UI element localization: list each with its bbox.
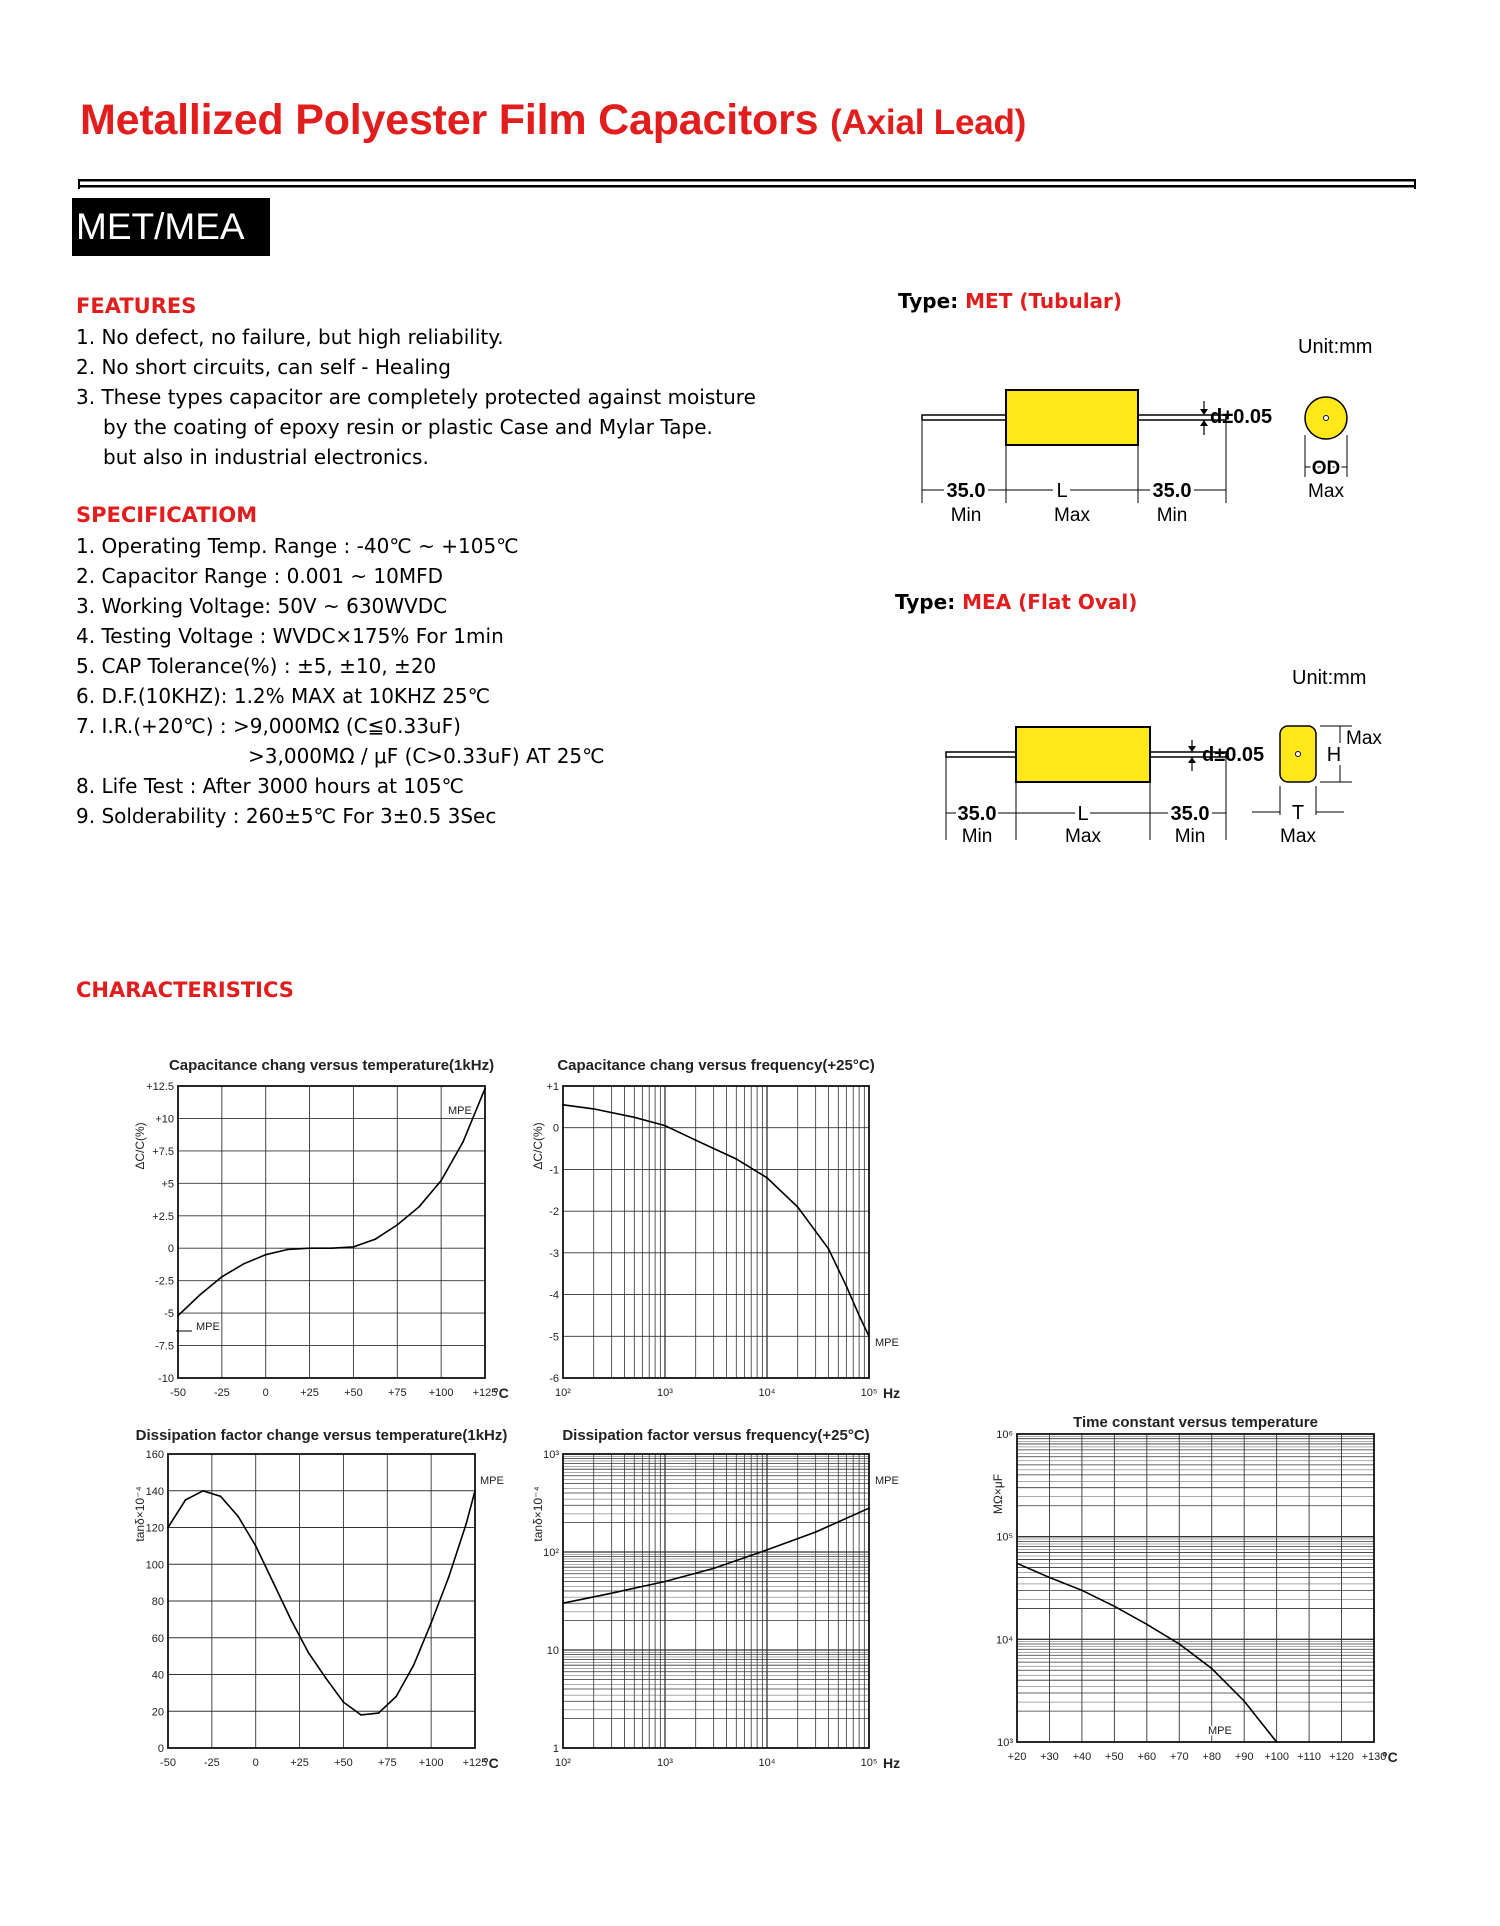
type-mea-name: MEA (Flat Oval) (962, 590, 1138, 614)
y-tick-label: 160 (145, 1449, 164, 1461)
data-point (307, 1652, 309, 1654)
data-point (735, 1158, 737, 1160)
page-title (80, 96, 1026, 145)
x-tick-label: 10³ (657, 1387, 673, 1399)
data-point (378, 1712, 380, 1714)
chart-df-vs-freq (530, 1418, 910, 1798)
y-tick-label: 140 (145, 1485, 164, 1498)
data-point (290, 1619, 292, 1621)
x-tick-label: +75 (377, 1757, 397, 1769)
y-tick-label: -7.5 (155, 1340, 174, 1353)
x-tick-label: +80 (1202, 1751, 1222, 1763)
y-tick-label: +12.5 (146, 1081, 174, 1093)
title-rule (78, 179, 1416, 189)
data-point (177, 1315, 179, 1317)
met-end-view-lead (1324, 416, 1329, 421)
data-point (815, 1531, 817, 1533)
y-tick-label: 1 (552, 1743, 559, 1755)
x-tick-label: +20 (1007, 1751, 1027, 1763)
specification-heading: SPECIFICATIOM (76, 503, 258, 527)
met-dim-lead-right: 35.0 (1152, 480, 1192, 502)
data-point (664, 1581, 666, 1583)
met-dim-lead-left: 35.0 (946, 480, 986, 502)
met-dim-max: Max (1054, 505, 1090, 526)
met-dim-L: L (1056, 480, 1068, 502)
data-point (325, 1677, 327, 1679)
data-point (1178, 1643, 1180, 1645)
features-heading: FEATURES (76, 294, 197, 318)
y-tick-label: 80 (151, 1596, 164, 1608)
y-tick-label: 100 (145, 1559, 164, 1572)
spec-item: 8. Life Test : After 3000 hours at 105℃ (76, 774, 464, 798)
x-tick-label: +75 (387, 1387, 407, 1399)
data-point (797, 1206, 799, 1208)
annotation-label: MPE (1208, 1725, 1232, 1737)
title-sub: (Axial Lead) (830, 103, 1027, 142)
features-list (76, 322, 756, 472)
y-tick-label: 10³ (997, 1737, 1013, 1749)
x-tick-label: +130 (1361, 1751, 1387, 1763)
feature-item: 3. These types capacitor are completely protected against moisture (76, 385, 756, 409)
annotation-label: MPE (875, 1337, 899, 1349)
data-point (413, 1664, 415, 1666)
x-tick-label: -50 (160, 1757, 176, 1769)
data-point (868, 1335, 870, 1337)
y-tick-label: -5 (549, 1331, 559, 1344)
x-tick-label: +50 (1105, 1751, 1124, 1763)
x-tick-label: 10⁴ (758, 1757, 776, 1769)
plot-frame (1017, 1434, 1374, 1742)
x-tick-label: 0 (262, 1387, 269, 1399)
data-point (243, 1263, 245, 1265)
y-axis-label: tanδ×10⁻⁴ (133, 1486, 147, 1542)
data-point (1081, 1589, 1083, 1591)
data-point (353, 1246, 355, 1248)
data-point (343, 1701, 345, 1703)
y-tick-label: +5 (161, 1178, 174, 1191)
x-tick-label: +100 (428, 1387, 454, 1399)
rule-line-bottom (78, 185, 1416, 188)
x-tick-label: +125 (472, 1387, 498, 1399)
met-d-arrowhead-top (1200, 409, 1208, 415)
y-axis-label: MΩ×μF (991, 1473, 1005, 1515)
data-point (287, 1249, 289, 1251)
type-met-label: Type: (898, 289, 966, 313)
data-point (167, 1527, 169, 1529)
y-axis-label: ΔC/C(%) (531, 1122, 545, 1170)
x-tick-label: 10⁵ (860, 1757, 878, 1769)
mea-dim-H: H (1326, 744, 1342, 766)
x-tick-label: +30 (1040, 1751, 1059, 1763)
annotation-label: MPE (875, 1475, 899, 1487)
feature-item: 2. No short circuits, can self - Healing (76, 355, 451, 379)
data-point (1146, 1623, 1148, 1625)
mea-dim-lead-right: 35.0 (1170, 803, 1210, 825)
feature-item: by the coating of epoxy resin or plastic Case and Mylar Tape. (103, 415, 713, 439)
chart-cap-vs-freq (530, 1048, 910, 1418)
spec-item: 3. Working Voltage: 50V ~ 630WVDC (76, 594, 448, 618)
specification-section (76, 503, 605, 831)
x-tick-label: -25 (203, 1757, 220, 1769)
x-axis-label: °C (493, 1385, 509, 1401)
feature-item: 1. No defect, no failure, but high reliability. (76, 325, 504, 349)
spec-item: 2. Capacitor Range : 0.001 ~ 10MFD (76, 564, 444, 588)
x-axis-label: Hz (883, 1385, 901, 1401)
rule-line-top (78, 179, 1416, 182)
y-tick-label: 10³ (543, 1449, 559, 1461)
x-tick-label: +70 (1169, 1751, 1189, 1763)
data-point (1016, 1562, 1018, 1564)
data-point (1243, 1700, 1245, 1702)
met-od-max: Max (1308, 481, 1344, 502)
y-tick-label: -1 (549, 1164, 559, 1177)
data-point (562, 1602, 564, 1604)
mea-t-max: Max (1280, 826, 1316, 847)
mea-dim-max: Max (1065, 826, 1101, 847)
mea-d-arrowhead-bottom (1188, 757, 1196, 763)
data-point (430, 1622, 432, 1624)
data-point (562, 1104, 564, 1106)
x-axis-label: °C (1382, 1749, 1398, 1765)
mea-dim-T: T (1291, 802, 1305, 824)
data-point (593, 1108, 595, 1110)
x-tick-label: +120 (1329, 1751, 1354, 1763)
y-tick-label: 10⁶ (996, 1429, 1013, 1441)
x-tick-label: +50 (344, 1387, 363, 1399)
data-point (766, 1549, 768, 1551)
data-point (695, 1139, 697, 1141)
y-tick-label: 0 (157, 1743, 164, 1755)
characteristics-heading: CHARACTERISTICS (76, 978, 294, 1002)
data-point (846, 1285, 848, 1287)
x-tick-label: +40 (1072, 1751, 1092, 1763)
rule-tick-left (78, 179, 80, 189)
data-point (360, 1714, 362, 1716)
data-point (484, 1088, 486, 1090)
data-point (766, 1177, 768, 1179)
met-body (1006, 390, 1138, 445)
data-point (664, 1125, 666, 1127)
data-point (1276, 1741, 1278, 1743)
data-point (1049, 1577, 1051, 1579)
spec-item: 4. Testing Voltage : WVDC×175% For 1min (76, 624, 504, 648)
x-tick-label: 10⁵ (860, 1387, 878, 1399)
mea-d-arrowhead-top (1188, 746, 1196, 752)
x-tick-label: 10⁴ (758, 1387, 776, 1399)
y-tick-label: 40 (151, 1669, 164, 1682)
feature-item: but also in industrial electronics. (103, 445, 429, 469)
data-point (611, 1592, 613, 1594)
data-point (309, 1247, 311, 1249)
chart-cap-vs-temp (130, 1048, 510, 1418)
x-tick-label: -50 (170, 1387, 186, 1399)
chart-title: Dissipation factor change versus temperature(1kHz) (135, 1427, 508, 1444)
y-tick-label: 10 (546, 1645, 559, 1657)
mea-unit: Unit:mm (1292, 667, 1367, 689)
plot-frame (563, 1086, 869, 1378)
mea-end-view-lead (1296, 752, 1301, 757)
x-tick-label: +90 (1234, 1751, 1254, 1763)
data-point (185, 1499, 187, 1501)
mea-dim-L: L (1077, 803, 1089, 825)
y-tick-label: -3 (549, 1247, 559, 1260)
x-tick-label: +110 (1297, 1751, 1322, 1763)
annotation-label: MPE (448, 1105, 472, 1117)
data-point (1114, 1605, 1116, 1607)
spec-item: 6. D.F.(10KHZ): 1.2% MAX at 10KHZ 25℃ (76, 684, 491, 708)
x-tick-label: +60 (1137, 1751, 1157, 1763)
met-dim-d: d±0.05 (1210, 406, 1273, 428)
data-point (465, 1523, 467, 1525)
met-diagram (900, 325, 1400, 545)
data-point (272, 1582, 274, 1584)
x-tick-label: +100 (1264, 1751, 1290, 1763)
data-point (255, 1545, 257, 1547)
y-tick-label: 10⁴ (996, 1634, 1013, 1647)
spec-item: 9. Solderability : 260±5℃ For 3±0.5 3Sec (76, 804, 497, 828)
data-point (1211, 1668, 1213, 1670)
y-tick-label: -2 (549, 1206, 559, 1219)
x-tick-label: +50 (334, 1757, 353, 1769)
series-line (178, 1089, 485, 1316)
data-point (395, 1696, 397, 1698)
data-point (220, 1495, 222, 1497)
data-point (202, 1490, 204, 1492)
y-tick-label: -10 (158, 1373, 174, 1385)
mea-body (1016, 727, 1150, 782)
met-d-arrowhead-bottom (1200, 420, 1208, 426)
met-lead-left (922, 415, 1006, 420)
data-point (418, 1206, 420, 1208)
mea-h-max: Max (1346, 728, 1382, 749)
x-axis-label: °C (483, 1755, 499, 1771)
data-point (858, 1315, 860, 1317)
chart-df-vs-temp (130, 1418, 510, 1798)
chart-title: Dissipation factor versus frequency(+25°C) (562, 1427, 870, 1444)
spec-item: 5. CAP Tolerance(%) : ±5, ±10, ±20 (76, 654, 437, 678)
data-point (868, 1507, 870, 1509)
y-tick-label: -5 (164, 1308, 174, 1321)
type-met-name: MET (Tubular) (965, 289, 1123, 313)
spec-item: 1. Operating Temp. Range : -40℃ ~ +105℃ (76, 534, 519, 558)
x-tick-label: 0 (252, 1757, 259, 1769)
data-point (828, 1248, 830, 1250)
data-point (221, 1276, 223, 1278)
data-point (462, 1141, 464, 1143)
title-main: Metallized Polyester Film Capacitors (80, 96, 819, 144)
chart-title: Time constant versus temperature (1073, 1414, 1318, 1431)
x-tick-label: -25 (213, 1387, 230, 1399)
type-mea-heading (895, 590, 1137, 614)
y-tick-label: +10 (155, 1113, 174, 1126)
y-tick-label: 0 (552, 1122, 559, 1135)
x-tick-label: 10² (555, 1387, 571, 1399)
y-tick-label: +7.5 (152, 1145, 174, 1158)
met-unit: Unit:mm (1298, 336, 1373, 358)
plot-frame (563, 1454, 869, 1748)
x-tick-label: 10³ (657, 1757, 673, 1769)
x-tick-label: +25 (290, 1757, 309, 1769)
type-met-heading (898, 289, 1122, 313)
mea-dim-min-right: Min (1174, 826, 1206, 847)
x-tick-label: +100 (418, 1757, 444, 1769)
y-tick-label: +2.5 (152, 1210, 174, 1223)
y-axis-label: ΔC/C(%) (133, 1122, 147, 1170)
x-tick-label: +25 (300, 1387, 319, 1399)
chart-title: Capacitance chang versus temperature(1kHz) (168, 1057, 495, 1074)
y-tick-label: -6 (549, 1373, 559, 1385)
x-tick-label: +125 (462, 1757, 488, 1769)
data-point (265, 1254, 267, 1256)
annotation-label: MPE (196, 1321, 220, 1333)
met-dim-min-right: Min (1156, 505, 1188, 526)
rule-tick-right (1414, 179, 1416, 189)
spec-item: >3,000MΩ / μF (C>0.33uF) AT 25℃ (248, 744, 605, 768)
y-tick-label: 20 (151, 1706, 164, 1719)
data-point (199, 1294, 201, 1296)
met-dim-min-left: Min (950, 505, 982, 526)
features-section (76, 294, 756, 472)
mea-dim-d: d±0.05 (1202, 744, 1265, 766)
y-tick-label: 10⁵ (996, 1531, 1013, 1544)
y-tick-label: -4 (549, 1289, 559, 1302)
data-point (474, 1490, 476, 1492)
data-point (440, 1180, 442, 1182)
y-tick-label: 0 (167, 1243, 174, 1256)
series-line (563, 1105, 869, 1337)
annotation-label: MPE (480, 1475, 504, 1487)
met-dim-od: OD (1311, 458, 1341, 479)
plot-frame (178, 1086, 485, 1378)
data-point (633, 1116, 635, 1118)
data-point (713, 1568, 715, 1570)
y-tick-label: 60 (151, 1632, 164, 1645)
mea-dim-min-left: Min (961, 826, 993, 847)
x-tick-label: 10² (555, 1757, 571, 1769)
chart-time-const-vs-temp (990, 1410, 1410, 1798)
y-tick-label: 10² (543, 1547, 559, 1559)
y-axis-label: tanδ×10⁻⁴ (531, 1486, 545, 1542)
series-line (168, 1491, 475, 1715)
x-axis-label: Hz (883, 1755, 901, 1771)
y-tick-label: +1 (546, 1081, 559, 1093)
data-point (448, 1576, 450, 1578)
data-point (375, 1238, 377, 1240)
y-tick-label: -2.5 (155, 1275, 174, 1288)
spec-item: 7. I.R.(+20℃) : >9,000MΩ (C≦0.33uF) (76, 714, 461, 738)
mea-lead-left (946, 752, 1016, 757)
mea-dim-lead-left: 35.0 (957, 803, 997, 825)
chart-title: Capacitance chang versus frequency(+25°C) (557, 1057, 875, 1074)
y-tick-label: 120 (145, 1522, 164, 1535)
series-badge: MET/MEA (72, 198, 270, 256)
data-point (396, 1224, 398, 1226)
data-point (331, 1247, 333, 1249)
specification-list (76, 531, 605, 831)
data-point (237, 1516, 239, 1518)
mea-diagram (900, 655, 1400, 870)
type-mea-label: Type: (895, 590, 963, 614)
